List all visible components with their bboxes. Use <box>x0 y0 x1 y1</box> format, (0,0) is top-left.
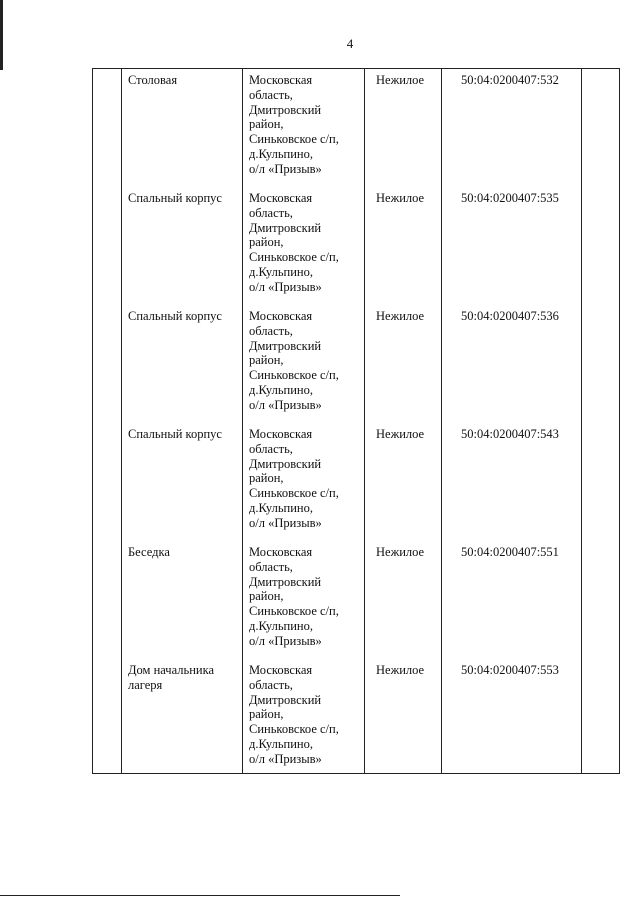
object-type: Нежилое <box>376 427 425 441</box>
object-address: Московская область, Дмитровский район, Синьковское с/п, д.Кульпино, о/л «Призыв» <box>249 663 339 766</box>
object-type: Нежилое <box>376 663 425 677</box>
object-address: Московская область, Дмитровский район, Синьковское с/п, д.Кульпино, о/л «Призыв» <box>249 191 339 294</box>
object-address: Московская область, Дмитровский район, Синьковское с/п, д.Кульпино, о/л «Призыв» <box>249 545 339 648</box>
table-row <box>92 309 620 427</box>
page-bottom-rule <box>0 895 400 896</box>
table-row <box>92 427 620 545</box>
object-type: Нежилое <box>376 191 425 205</box>
object-address: Московская область, Дмитровский район, Синьковское с/п, д.Кульпино, о/л «Призыв» <box>249 427 339 530</box>
object-address: Московская область, Дмитровский район, Синьковское с/п, д.Кульпино, о/л «Призыв» <box>249 73 339 176</box>
cadastral-number: 50:04:0200407:536 <box>461 309 559 323</box>
cadastral-number: 50:04:0200407:535 <box>461 191 559 205</box>
object-name: Спальный корпус <box>128 191 222 205</box>
object-type: Нежилое <box>376 73 425 87</box>
object-address: Московская область, Дмитровский район, Синьковское с/п, д.Кульпино, о/л «Призыв» <box>249 309 339 412</box>
table-row <box>92 545 620 663</box>
cadastral-number: 50:04:0200407:553 <box>461 663 559 677</box>
table-row <box>92 73 620 191</box>
object-name: Спальный корпус <box>128 309 222 323</box>
object-name: Столовая <box>128 73 178 87</box>
cadastral-number: 50:04:0200407:543 <box>461 427 559 441</box>
object-name: Спальный корпус <box>128 427 222 441</box>
object-name: Беседка <box>128 545 170 559</box>
page-edge-mark <box>0 0 3 70</box>
table-row <box>92 663 620 781</box>
object-name: Дом начальника лагеря <box>128 663 215 692</box>
object-type: Нежилое <box>376 545 425 559</box>
cadastral-number: 50:04:0200407:551 <box>461 545 559 559</box>
table-row <box>92 191 620 309</box>
object-type: Нежилое <box>376 309 425 323</box>
cadastral-number: 50:04:0200407:532 <box>461 73 559 87</box>
property-table <box>92 68 620 774</box>
page-number: 4 <box>346 36 354 51</box>
